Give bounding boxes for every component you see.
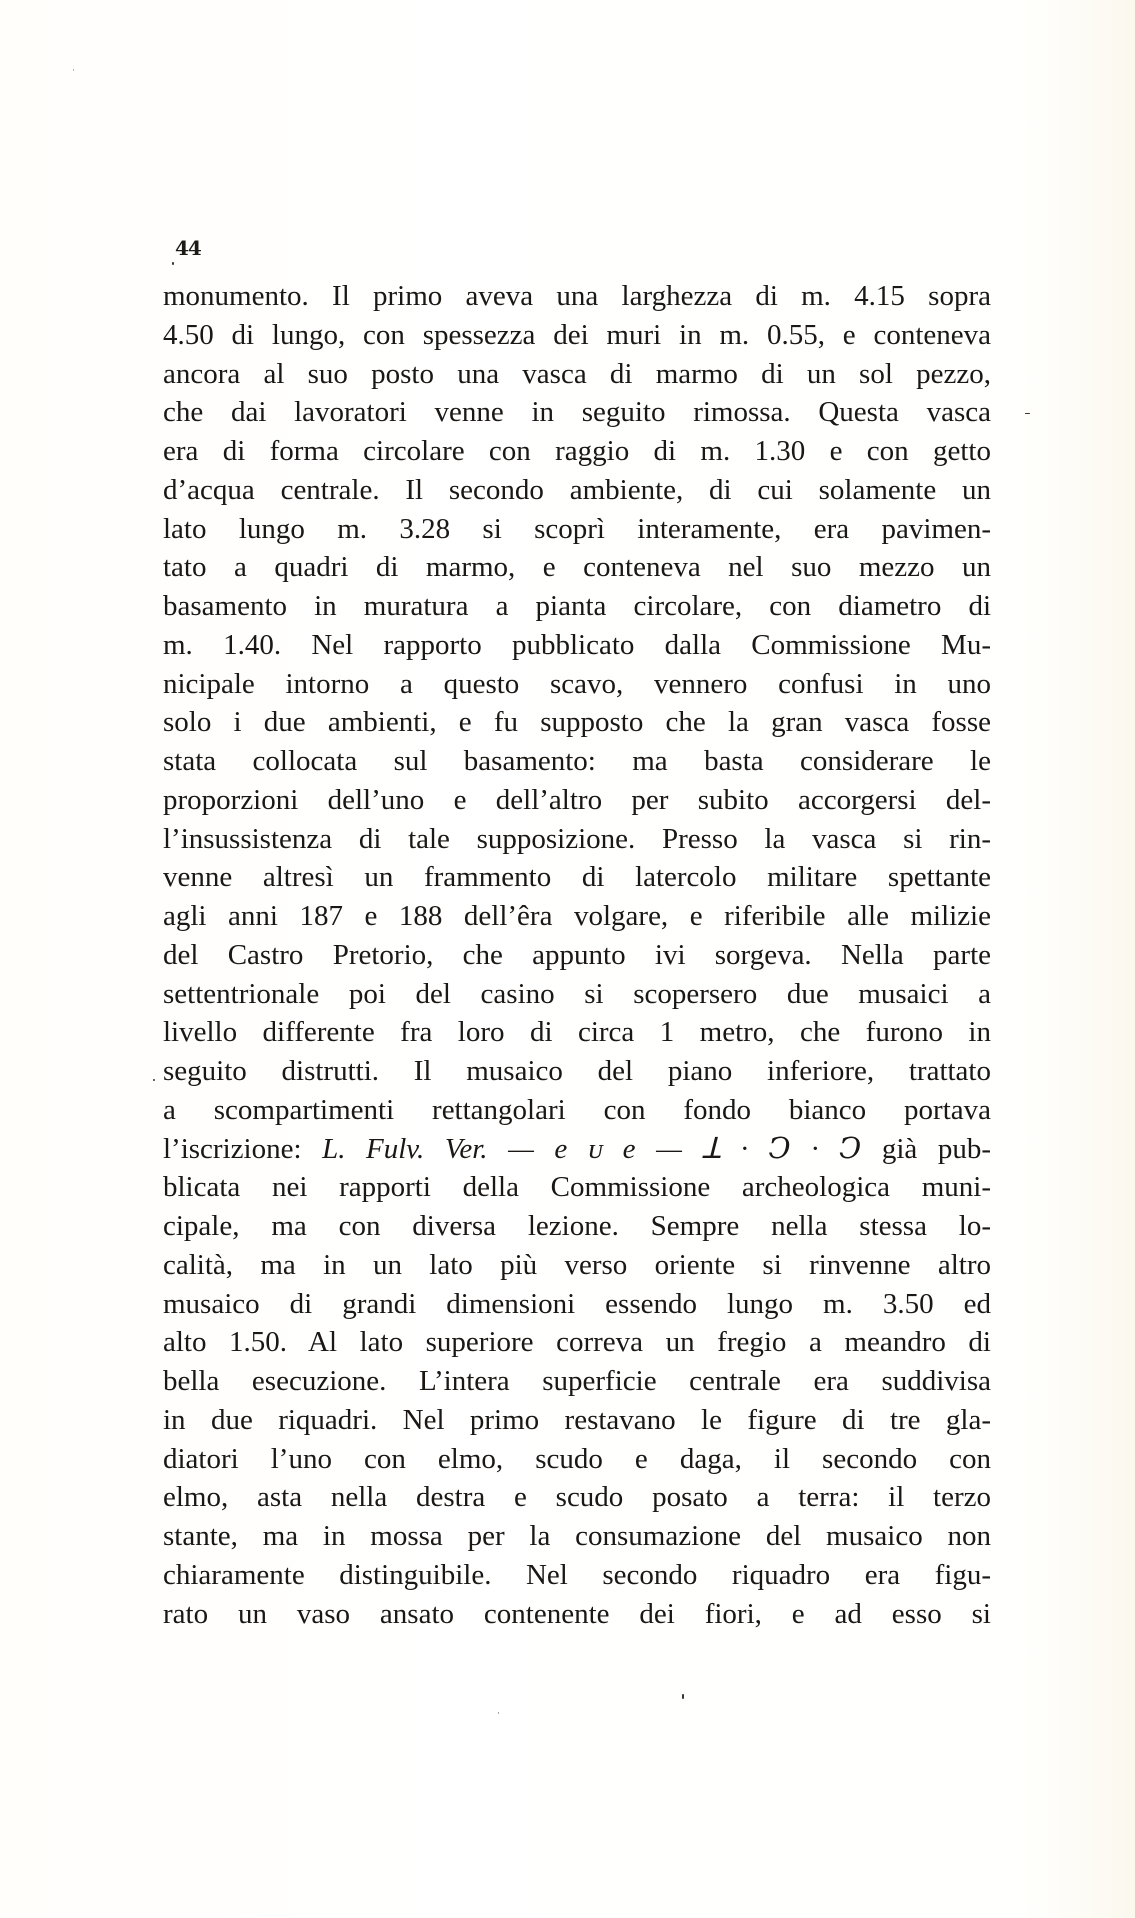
scan-speck — [172, 262, 174, 265]
text-line: blicata nei rapporti della Commissione archeologica muni- — [163, 1171, 991, 1204]
text-line: solo i due ambienti, e fu supposto che la gran vasca fosse — [163, 706, 991, 739]
inscription-suffix: già pub- — [861, 1132, 991, 1165]
text-line: basamento in muratura a pianta circolare, con diametro di — [163, 590, 991, 622]
text-line: d’acqua centrale. Il secondo ambiente, di cui solamente un — [163, 473, 991, 506]
text-line: m. 1.40. Nel rapporto pubblicato dalla Commissione Mu- — [163, 628, 991, 661]
text-line: stante, ma in mossa per la consumazione del musaico non — [163, 1520, 991, 1552]
scan-speck — [73, 69, 74, 71]
text-line: l’insussistenza di tale supposizione. Presso la vasca si rin- — [163, 822, 991, 855]
text-line: settentrionale poi del casino si scopersero due musaici a — [163, 977, 991, 1010]
text-line: alto 1.50. Al lato superiore correva un fregio a meandro di — [163, 1326, 991, 1359]
text-line: era di forma circolare con raggio di m. 1.30 e con getto — [163, 435, 991, 467]
text-line: agli anni 187 e 188 dell’êra volgare, e riferibile alle milizie — [163, 900, 991, 932]
inscription-text: L. Fulv. Ver. — e ᴜ e — ꓕ · Ↄ · Ↄ — [322, 1132, 862, 1165]
text-line: stata collocata sul basamento: ma basta considerare le — [163, 745, 991, 777]
text-line: a scompartimenti rettangolari con fondo bianco portava — [163, 1093, 991, 1126]
scan-speck — [153, 1079, 155, 1081]
text-line: venne altresì un frammento di latercolo militare spettante — [163, 861, 991, 894]
text-line: nicipale intorno a questo scavo, vennero confusi in uno — [163, 667, 991, 700]
text-line: calità, ma in un lato più verso oriente si rinvenne altro — [163, 1248, 991, 1281]
scan-speck — [682, 1694, 684, 1699]
text-line: monumento. Il primo aveva una larghezza di m. 4.15 sopra — [163, 280, 991, 312]
text-line: bella esecuzione. L’intera superficie centrale era suddivisa — [163, 1365, 991, 1397]
text-line: livello differente fra loro di circa 1 metro, che furono in — [163, 1016, 991, 1049]
scan-speck — [498, 1712, 499, 1714]
text-line: musaico di grandi dimensioni essendo lungo m. 3.50 ed — [163, 1287, 991, 1320]
text-line — [163, 1130, 991, 1169]
text-line: lato lungo m. 3.28 si scoprì interamente, era pavimen- — [163, 512, 991, 545]
text-line: elmo, asta nella destra e scudo posato a terra: il terzo — [163, 1481, 991, 1514]
text-line: che dai lavoratori venne in seguito rimossa. Questa vasca — [163, 396, 991, 429]
page-number: 44 — [175, 236, 201, 260]
text-line: in due riquadri. Nel primo restavano le figure di tre gla- — [163, 1403, 991, 1436]
text-line: rato un vaso ansato contenente dei fiori, e ad esso si — [163, 1597, 991, 1630]
text-line: ancora al suo posto una vasca di marmo di un sol pezzo, — [163, 357, 991, 390]
text-line: diatori l’uno con elmo, scudo e daga, il secondo con — [163, 1442, 991, 1475]
text-line: seguito distrutti. Il musaico del piano inferiore, trattato — [163, 1055, 991, 1087]
text-line: del Castro Pretorio, che appunto ivi sorgeva. Nella parte — [163, 938, 991, 971]
text-line: 4.50 di lungo, con spessezza dei muri in m. 0.55, e conteneva — [163, 318, 991, 351]
text-line: tato a quadri di marmo, e conteneva nel suo mezzo un — [163, 551, 991, 584]
text-line: chiaramente distinguibile. Nel secondo riquadro era figu- — [163, 1558, 991, 1591]
text-line: cipale, ma con diversa lezione. Sempre nella stessa lo- — [163, 1210, 991, 1242]
text-line: proporzioni dell’uno e dell’altro per subito accorgersi del- — [163, 783, 991, 816]
body-text — [163, 277, 991, 1633]
inscription-prefix: l’iscrizione: — [163, 1132, 323, 1165]
scan-speck — [1025, 413, 1030, 414]
